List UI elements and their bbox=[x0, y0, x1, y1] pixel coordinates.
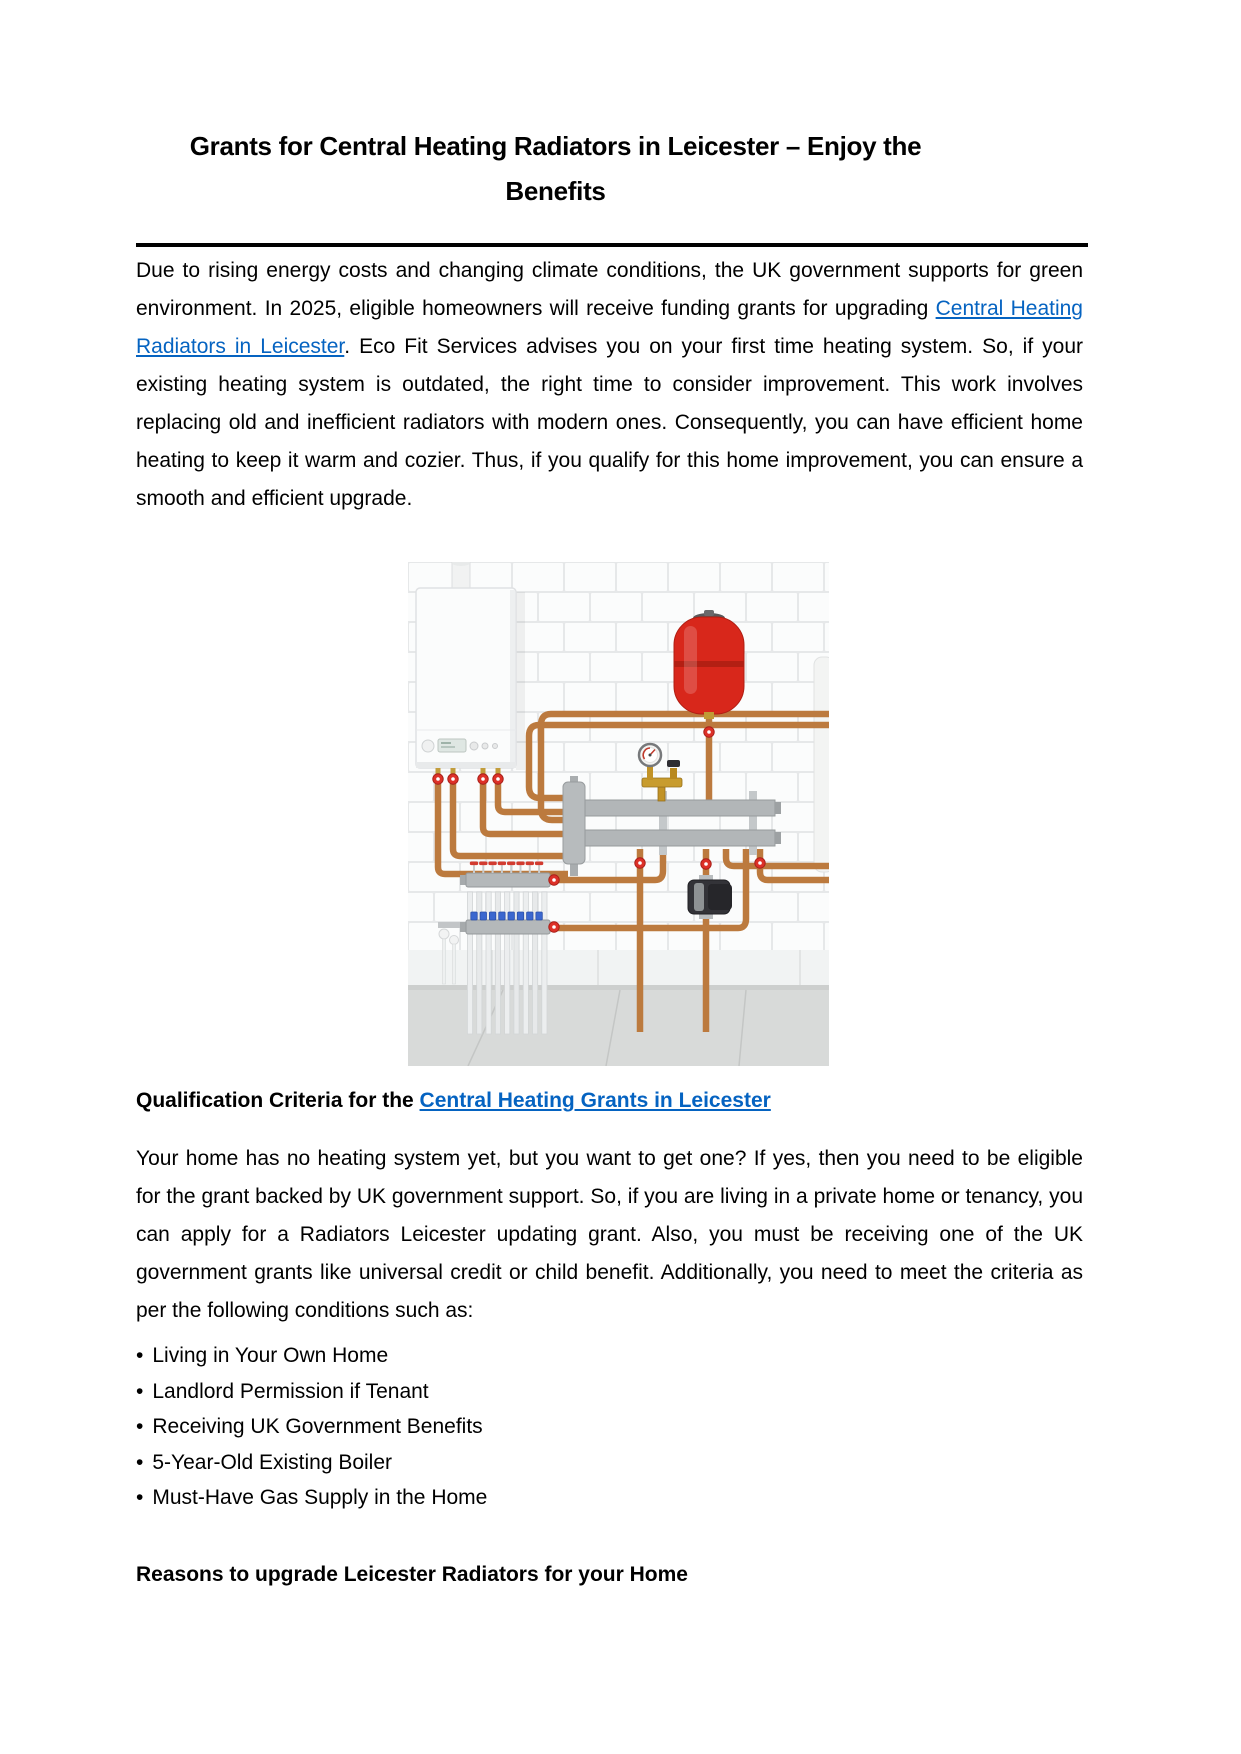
list-item bbox=[136, 1409, 1083, 1445]
intro-paragraph bbox=[136, 252, 1083, 518]
heating-system-illustration bbox=[408, 562, 829, 1066]
criteria-item-text: Landlord Permission if Tenant bbox=[152, 1379, 429, 1403]
criteria-item-text: 5-Year-Old Existing Boiler bbox=[152, 1450, 393, 1474]
qualification-paragraph: Your home has no heating system yet, but you want to get one? If yes, then you need to be eligible for the grant backed by UK government support. So, if you are living in a private home or tenancy, you can apply for a Radiators Leicester updating grant. Also, you must be receiving one of the UK government grants like universal credit or child benefit. Additionally, you need to meet the criteria as per the following conditions such as: bbox=[136, 1147, 1083, 1322]
heating-system-photo bbox=[408, 562, 829, 1066]
page-title-line2: Benefits bbox=[505, 176, 606, 206]
criteria-item-text: Must-Have Gas Supply in the Home bbox=[152, 1486, 488, 1509]
list-item bbox=[136, 1445, 1083, 1481]
criteria-item-text: Receiving UK Government Benefits bbox=[152, 1415, 483, 1438]
list-item bbox=[136, 1338, 1083, 1374]
page-title bbox=[136, 124, 975, 214]
central-heating-radiators-link[interactable]: Central Heating Radiators in Leicester bbox=[136, 297, 1083, 358]
central-heating-grants-link[interactable]: Central Heating Grants in Leicester bbox=[419, 1089, 771, 1112]
intro-text-after-link: . Eco Fit Services advises you on your first time heating system. So, if your existing heating system is outdated, the right time to consider improvement. This work involves replacing old and inefficient radiators with modern ones. Consequently, you can have efficient home heating to keep it warm and cozier. Thus, if you qualify for this home improvement, you can ensure a smooth and efficient upgrade. bbox=[136, 335, 1083, 510]
page-title-line1: Grants for Central Heating Radiators in Leicester – Enjoy the bbox=[189, 131, 922, 161]
criteria-list bbox=[136, 1338, 1083, 1516]
list-item bbox=[136, 1480, 1083, 1516]
intro-text-before-link: Due to rising energy costs and changing climate conditions, the UK government supports for green environment. In 2025, eligible homeowners will receive funding grants for upgrading bbox=[136, 259, 1083, 320]
bullet-icon: • bbox=[136, 1486, 144, 1509]
title-divider bbox=[136, 243, 1088, 247]
bullet-icon: • bbox=[136, 1415, 144, 1438]
qualification-heading-text: Qualification Criteria for the bbox=[136, 1089, 420, 1112]
list-item bbox=[136, 1374, 1083, 1410]
qualification-criteria-heading bbox=[136, 1086, 1083, 1116]
reasons-heading: Reasons to upgrade Leicester Radiators for your Home bbox=[136, 1563, 688, 1586]
criteria-item-text: Living in Your Own Home bbox=[152, 1344, 389, 1367]
bullet-icon: • bbox=[136, 1344, 144, 1367]
bullet-icon: • bbox=[136, 1379, 144, 1403]
bullet-icon: • bbox=[136, 1450, 144, 1474]
